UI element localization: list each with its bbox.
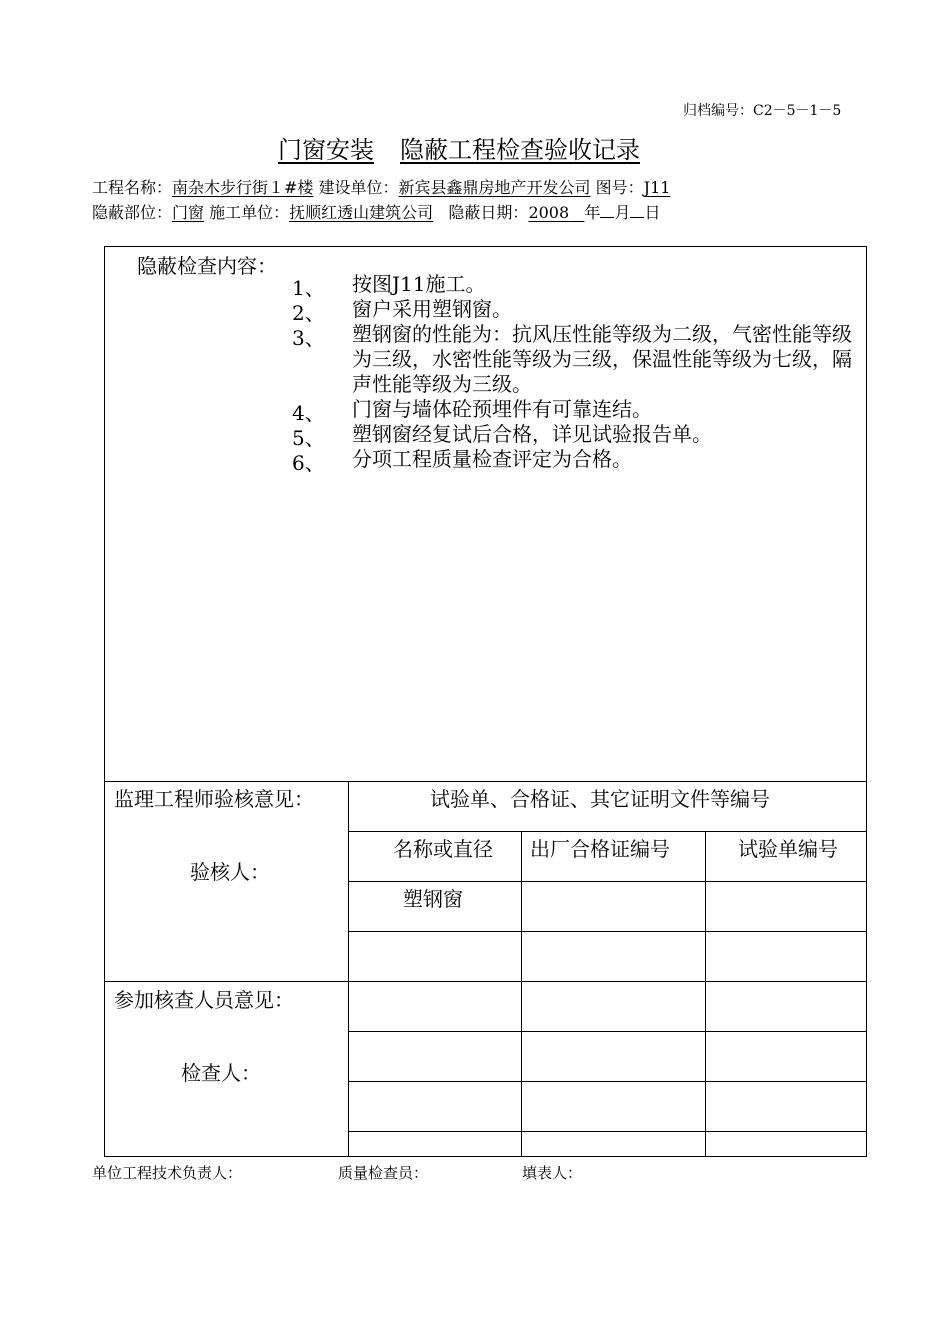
part-label: 隐蔽部位： bbox=[92, 203, 173, 222]
project-value: 南杂木步行街１#楼 bbox=[172, 178, 314, 197]
meta-row-2 bbox=[92, 200, 660, 223]
title-part1: 门窗安装 bbox=[278, 136, 374, 164]
date-day-blank bbox=[630, 203, 644, 218]
participants-label: 参加核查人员意见： bbox=[114, 988, 294, 1012]
date-month-unit: 月 bbox=[614, 203, 631, 222]
title-part2: 隐蔽工程检查验收记录 bbox=[400, 136, 640, 164]
docs-header: 试验单、合格证、其它证明文件等编号 bbox=[430, 787, 770, 811]
drawing-value: J11 bbox=[643, 178, 671, 197]
column-header-name: 名称或直径 bbox=[393, 837, 493, 861]
builder-label: 建设单位： bbox=[318, 178, 399, 197]
contractor-value: 抚顺红透山建筑公司 bbox=[289, 203, 434, 222]
column-header-test: 试验单编号 bbox=[738, 837, 838, 861]
date-label: 隐蔽日期： bbox=[448, 203, 529, 222]
supervisor-label: 监理工程师验核意见： bbox=[114, 787, 314, 811]
participants-signer: 检查人： bbox=[181, 1061, 261, 1085]
footer-tech-lead: 单位工程技术负责人： bbox=[92, 1164, 243, 1182]
drawing-label: 图号： bbox=[595, 178, 644, 197]
builder-value: 新宾县鑫鼎房地产开发公司 bbox=[398, 178, 591, 197]
project-label: 工程名称： bbox=[92, 178, 173, 197]
content-label: 隐蔽检查内容： bbox=[137, 254, 277, 278]
page-title bbox=[278, 130, 640, 165]
footer-quality-inspector: 质量检查员： bbox=[338, 1164, 429, 1182]
date-month-blank bbox=[600, 203, 614, 218]
table-cell: 塑钢窗 bbox=[403, 887, 463, 911]
contractor-label: 施工单位： bbox=[209, 203, 290, 222]
part-value: 门窗 bbox=[172, 203, 205, 222]
meta-row-1 bbox=[92, 175, 670, 198]
date-year: 2008 bbox=[528, 203, 570, 222]
footer-filler: 填表人： bbox=[522, 1164, 583, 1182]
column-header-cert: 出厂合格证编号 bbox=[530, 837, 670, 861]
date-year-unit: 年 bbox=[584, 203, 601, 222]
supervisor-signer: 验核人： bbox=[190, 860, 270, 884]
date-day-unit: 日 bbox=[644, 203, 661, 222]
archive-number: 归档编号：C2－5－1－5 bbox=[683, 103, 842, 119]
